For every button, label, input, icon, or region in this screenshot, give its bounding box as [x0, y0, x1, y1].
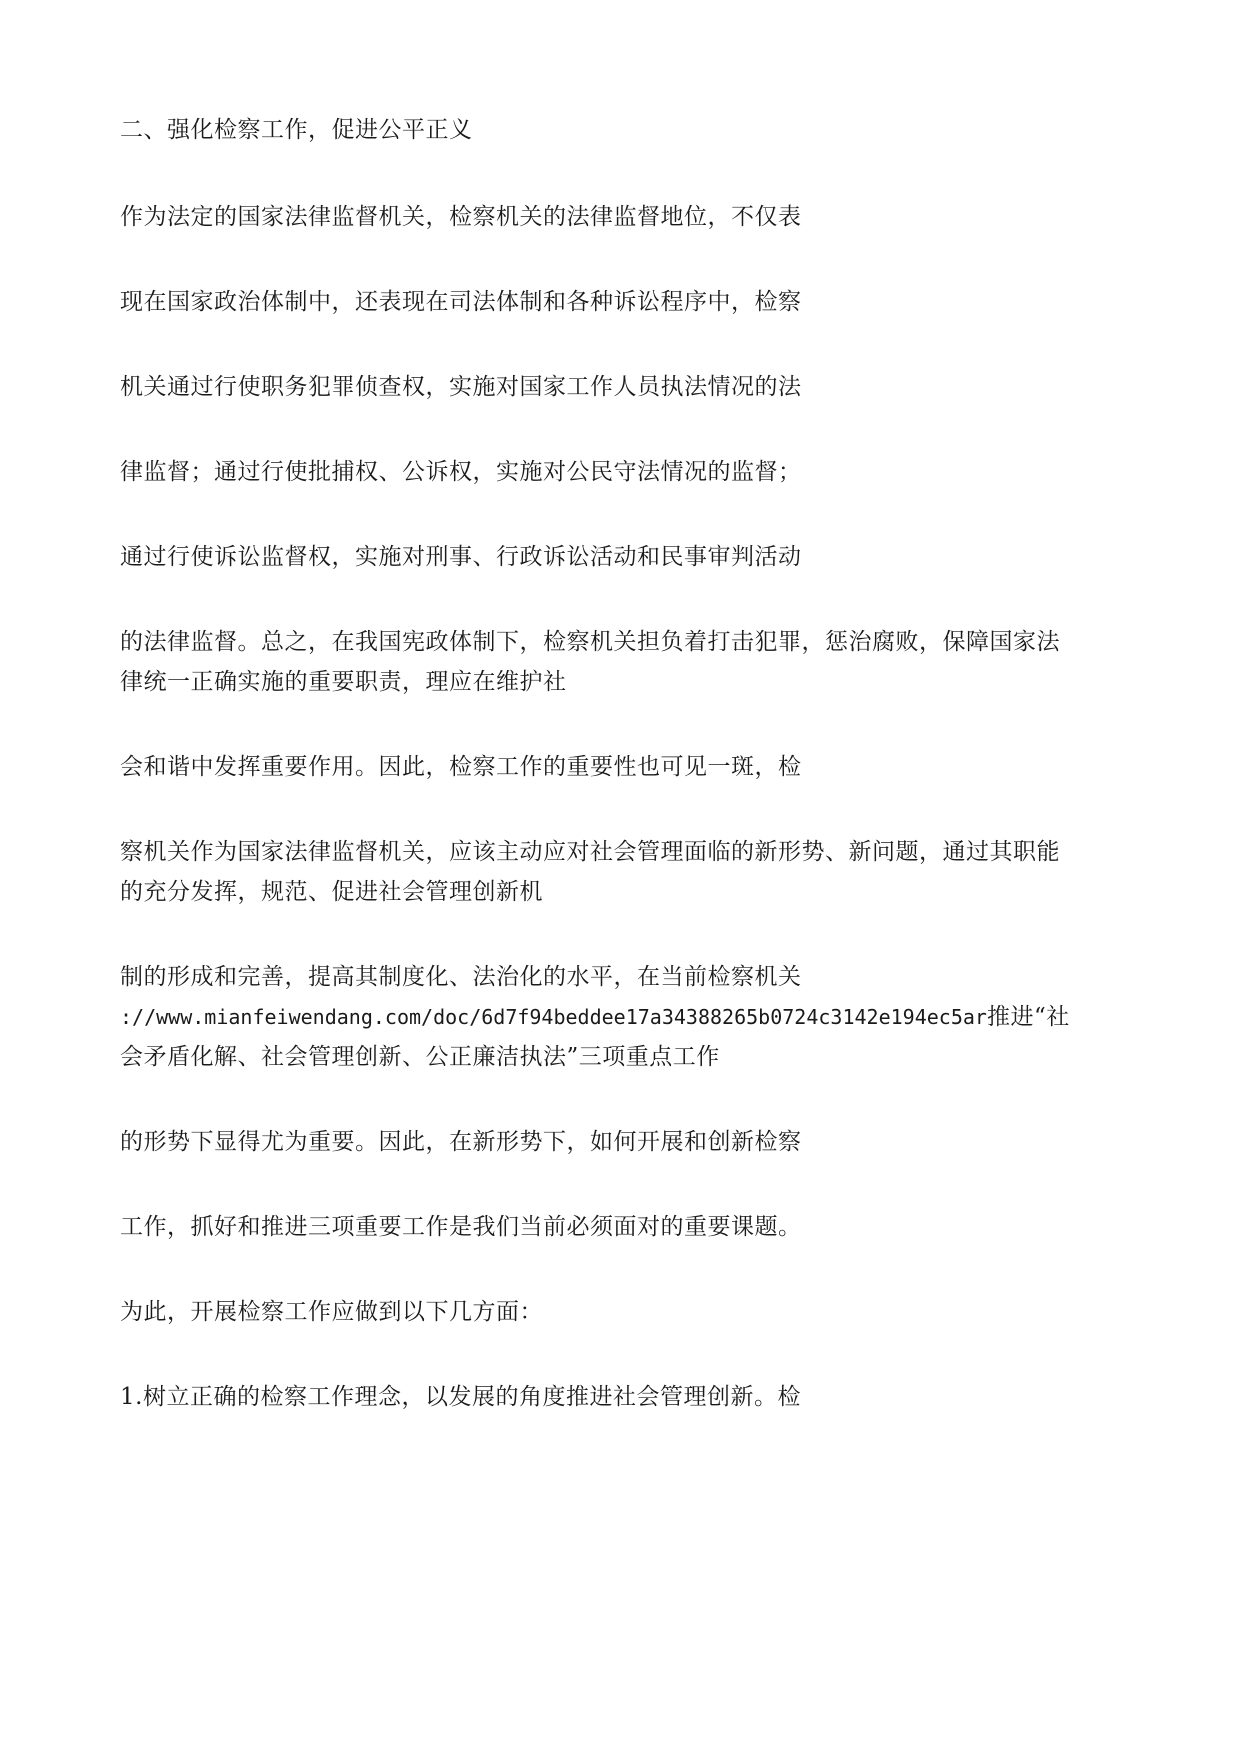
paragraph-line: 律统一正确实施的重要职责，理应在维护社	[120, 669, 567, 695]
paragraph-line: 1.树立正确的检察工作理念，以发展的角度推进社会管理创新。检	[120, 1384, 801, 1410]
paragraph-line: 会矛盾化解、社会管理创新、公正廉洁执法”三项重点工作	[120, 1044, 720, 1070]
paragraph-line: 工作，抓好和推进三项重要工作是我们当前必须面对的重要课题。	[120, 1214, 802, 1240]
paragraph-line: 的法律监督。总之，在我国宪政体制下，检察机关担负着打击犯罪，惩治腐败，保障国家法	[120, 629, 1060, 655]
document-url: ://www.mianfeiwendang.com/doc/6d7f94beddee17a34388265b0724c3142e194ec5ar	[120, 1005, 987, 1029]
paragraph-line: 现在国家政治体制中，还表现在司法体制和各种诉讼程序中，检察	[120, 289, 802, 315]
section-heading: 二、强化检察工作，促进公平正义	[120, 117, 473, 143]
paragraph-line: 为此，开展检察工作应做到以下几方面：	[120, 1299, 543, 1325]
paragraph-line: 通过行使诉讼监督权，实施对刑事、行政诉讼活动和民事审判活动	[120, 544, 802, 570]
url-line-text: 推进“社	[986, 1004, 1070, 1030]
paragraph-line: 察机关作为国家法律监督机关，应该主动应对社会管理面临的新形势、新问题，通过其职能	[120, 839, 1060, 865]
url-line	[120, 1002, 1070, 1032]
paragraph-line: 作为法定的国家法律监督机关，检察机关的法律监督地位，不仅表	[120, 204, 802, 230]
paragraph-line: 会和谐中发挥重要作用。因此，检察工作的重要性也可见一斑，检	[120, 754, 802, 780]
paragraph-line: 机关通过行使职务犯罪侦查权，实施对国家工作人员执法情况的法	[120, 374, 802, 400]
paragraph-line: 的形势下显得尤为重要。因此，在新形势下，如何开展和创新检察	[120, 1129, 802, 1155]
paragraph-line: 律监督；通过行使批捕权、公诉权，实施对公民守法情况的监督；	[120, 459, 802, 485]
paragraph-line: 的充分发挥，规范、促进社会管理创新机	[120, 879, 543, 905]
paragraph-line: 制的形成和完善，提高其制度化、法治化的水平，在当前检察机关	[120, 964, 802, 990]
